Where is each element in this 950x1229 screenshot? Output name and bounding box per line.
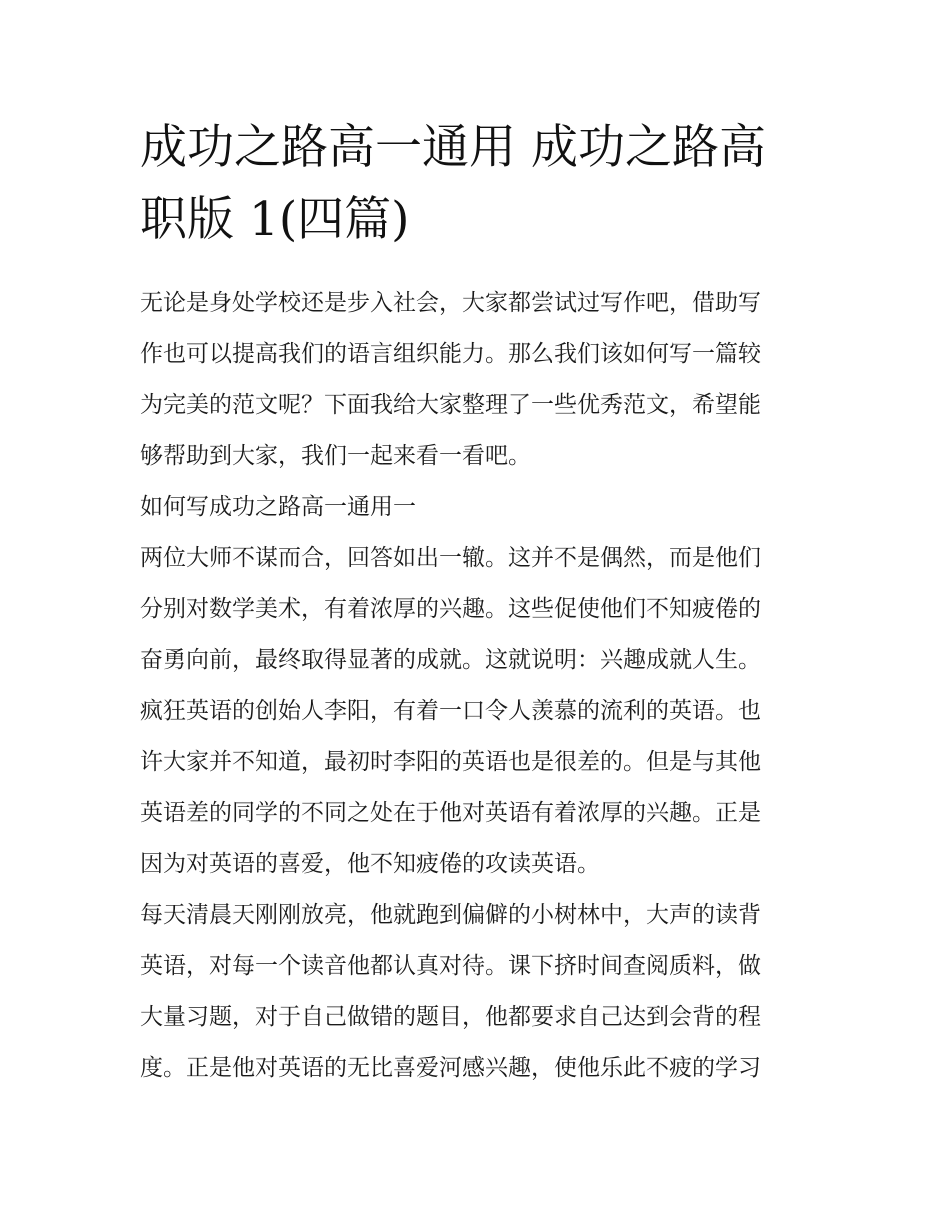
body-line: 奋勇向前，最终取得显著的成就。这就说明：兴趣成就人生。 — [140, 647, 761, 673]
body-line: 分别对数学美术，有着浓厚的兴趣。这些促使他们不知疲倦的 — [140, 596, 761, 622]
body-line: 每天清晨天刚刚放亮，他就跑到偏僻的小树林中，大声的读背 — [140, 902, 761, 928]
body-line: 许大家并不知道，最初时李阳的英语也是很差的。但是与其他 — [140, 749, 761, 775]
section-heading: 如何写成功之路高一通用一 — [140, 494, 416, 520]
body-line: 度。正是他对英语的无比喜爱河感兴趣，使他乐此不疲的学习 — [140, 1055, 761, 1081]
title-line: 职版 1(四篇) — [140, 192, 410, 247]
body-line: 无论是身处学校还是步入社会，大家都尝试过写作吧，借助写 — [140, 290, 761, 316]
document-title — [140, 112, 820, 256]
body-line: 作也可以提高我们的语言组织能力。那么我们该如何写一篇较 — [140, 341, 761, 367]
document-body — [140, 278, 820, 1094]
body-line: 两位大师不谋而合，回答如出一辙。这并不是偶然，而是他们 — [140, 545, 761, 571]
body-line: 英语，对每一个读音他都认真对待。课下挤时间查阅质料，做 — [140, 953, 761, 979]
body-line: 够帮助到大家，我们一起来看一看吧。 — [140, 443, 531, 469]
body-line: 英语差的同学的不同之处在于他对英语有着浓厚的兴趣。正是 — [140, 800, 761, 826]
body-line: 为完美的范文呢？下面我给大家整理了一些优秀范文，希望能 — [140, 392, 761, 418]
body-line: 疯狂英语的创始人李阳，有着一口令人羡慕的流利的英语。也 — [140, 698, 761, 724]
title-line: 成功之路高一通用 成功之路高 — [140, 120, 766, 175]
body-line: 大量习题，对于自己做错的题目，他都要求自己达到会背的程 — [140, 1004, 761, 1030]
body-line: 因为对英语的喜爱，他不知疲倦的攻读英语。 — [140, 851, 600, 877]
document-content — [140, 112, 820, 1094]
